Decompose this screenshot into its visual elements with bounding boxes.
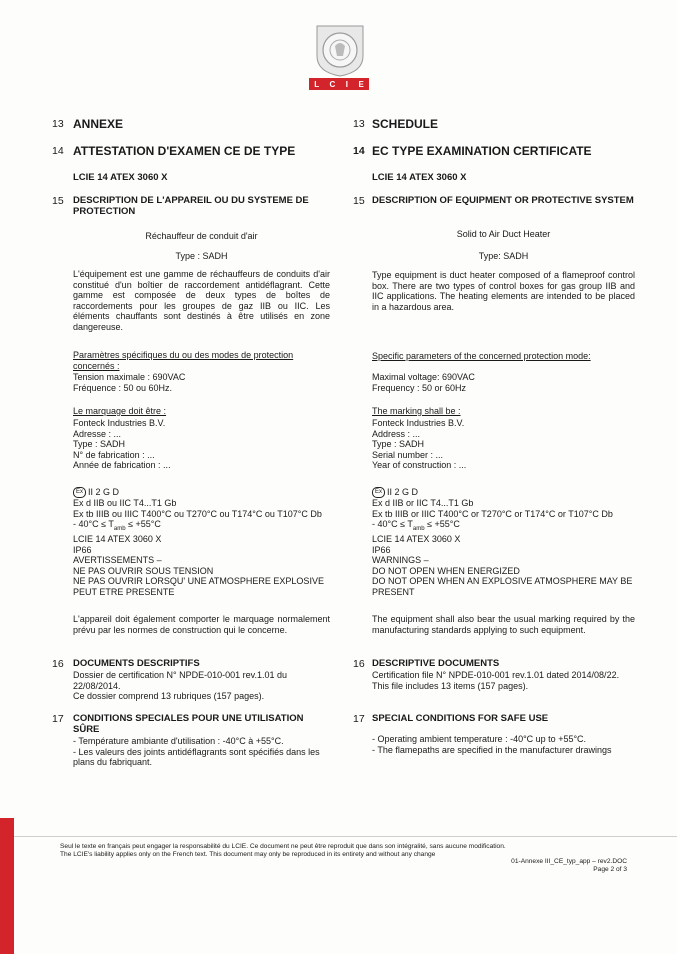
documents-line: Certification file N° NPDE-010-001 rev.1.01 dated 2014/08/22. — [372, 670, 620, 680]
params-heading: Paramètres spécifiques du ou des modes de protection concernés : — [73, 350, 294, 371]
ex-line: NE PAS OUVRIR SOUS TENSION — [73, 565, 214, 576]
equipment-name: Réchauffeur de conduit d'air — [145, 231, 258, 241]
section-number: 17 — [52, 713, 64, 725]
marking-line: N° de fabrication : ... — [73, 449, 155, 460]
marking-line: Fonteck Industries B.V. — [372, 418, 465, 428]
marking-line: Address : ... — [372, 428, 421, 439]
param-line: Fréquence : 50 ou 60Hz. — [73, 382, 173, 393]
schedule-heading: SCHEDULE — [372, 117, 439, 131]
ex-line: Ex tb IIIB ou IIIC T400°C ou T270°C ou T174°C ou T107°C Db — [73, 508, 322, 519]
page-number: Page 2 of 3 — [593, 866, 627, 873]
params-heading: Specific parameters of the concerned protection mode: — [372, 351, 591, 361]
section-number: 13 — [353, 118, 365, 130]
lcie-logo-bar — [309, 78, 369, 90]
lcie-letter: E — [358, 79, 364, 89]
ex-line: IP66 — [73, 544, 92, 555]
ex-line: AVERTISSEMENTS – — [73, 555, 162, 566]
additional-marking-text: The equipment shall also bear the usual marking required by the manufacturing standards applying to such equipment. — [372, 614, 635, 635]
description-heading: DESCRIPTION DE L'APPAREIL OU DU SYSTEME DE PROTECTION — [73, 195, 309, 217]
ex-group: II 2 G D — [387, 487, 419, 497]
ex-line: DO NOT OPEN WHEN ENERGIZED — [372, 565, 520, 576]
cert-number: LCIE 14 ATEX 3060 X — [372, 172, 467, 183]
documents-line: This file includes 13 items (157 pages). — [372, 680, 529, 691]
section-number: 14 — [52, 145, 64, 157]
ex-line: Ex tb IIIB or IIIC T400°C or T270°C or T174°C or T107°C Db — [372, 508, 613, 519]
ex-line: LCIE 14 ATEX 3060 X — [73, 534, 162, 545]
ex-line: LCIE 14 ATEX 3060 X — [372, 534, 461, 545]
description-text: Type equipment is duct heater composed of a flameproof control box. There are two types of control boxes for gas group IIB and IIC applications. The heating elements are intended to be placed in a hazardous area. — [372, 270, 635, 312]
section-number: 16 — [52, 658, 64, 670]
equipment-name: Solid to Air Duct Heater — [456, 229, 551, 239]
param-line: Tension maximale : 690VAC — [73, 372, 186, 382]
certificate-heading: EC TYPE EXAMINATION CERTIFICATE — [372, 144, 592, 158]
marking-heading: The marking shall be : — [372, 406, 461, 416]
section-number: 14 — [353, 145, 365, 157]
ex-line: WARNINGS – — [372, 555, 429, 566]
attestation-heading: ATTESTATION D'EXAMEN CE DE TYPE — [73, 144, 296, 158]
ex-line: Ex d IIB or IIC T4...T1 Gb — [372, 498, 474, 509]
temp-range-start: - 40°C ≤ T — [372, 519, 413, 530]
conditions-line: - Operating ambient temperature : -40°C up to +55°C. — [372, 734, 587, 744]
marking-line: Serial number : ... — [372, 449, 444, 460]
marking-heading: Le marquage doit être : — [73, 406, 167, 416]
cert-number: LCIE 14 ATEX 3060 X — [73, 172, 168, 183]
temp-range-end: ≤ +55°C — [125, 519, 161, 530]
temp-range — [372, 519, 635, 534]
temp-sub: amb — [412, 525, 425, 532]
documents-line: Ce dossier comprend 13 rubriques (157 pages). — [73, 691, 265, 701]
documents-line: Dossier de certification N° NPDE-010-001 rev.1.01 du 22/08/2014. — [73, 670, 288, 691]
lcie-letter: I — [345, 79, 348, 89]
param-line: Maximal voltage: 690VAC — [372, 372, 475, 382]
lcie-letter: C — [329, 79, 336, 89]
section-number: 15 — [353, 195, 365, 207]
description-text: L'équipement est une gamme de réchauffeurs de conduits d'air constitué d'un boîtier de raccordement antidéflagrant. Cette gamme est composée de deux types de boîtes de raccordements pour les groupes de gaz IIB ou IIC. Les éléments chauffants sont destinés à être utilisés en zone dangereuse. — [73, 269, 330, 332]
footer-filename: 01-Annexe III_CE_typ_app – rev2.DOC — [511, 858, 627, 865]
param-line: Frequency : 50 or 60Hz — [372, 382, 467, 393]
ex-line: NE PAS OUVRIR LORSQU' UNE ATMOSPHERE EXPLOSIVE PEUT ETRE PRESENTE — [73, 576, 324, 597]
section-number: 13 — [52, 118, 64, 130]
section-number: 15 — [52, 195, 64, 207]
annexe-heading: ANNEXE — [73, 117, 124, 131]
conditions-heading: CONDITIONS SPECIALES POUR UNE UTILISATION SÛRE — [73, 713, 304, 735]
ex-hexagon-icon: Ex — [73, 487, 86, 498]
marking-line: Fonteck Industries B.V. — [73, 418, 166, 428]
marking-line: Year of construction : ... — [372, 460, 467, 470]
additional-marking-text: L'appareil doit également comporter le marquage normalement prévu par les normes de construction qui le concerne. — [73, 614, 330, 635]
lcie-letter: L — [314, 79, 320, 89]
temp-range — [73, 519, 330, 534]
conditions-heading: SPECIAL CONDITIONS FOR SAFE USE — [372, 713, 549, 724]
footer-divider — [14, 836, 677, 837]
ex-group: II 2 G D — [88, 487, 120, 497]
ex-line: Ex d IIB ou IIC T4...T1 Gb — [73, 498, 177, 509]
marking-line: Type : SADH — [73, 439, 126, 449]
conditions-line: - Les valeurs des joints antidéflagrants sont spécifiés dans les plans du fabriquant. — [73, 746, 320, 767]
ex-line: DO NOT OPEN WHEN AN EXPLOSIVE ATMOSPHERE MAY BE PRESENT — [372, 576, 633, 597]
temp-range-start: - 40°C ≤ T — [73, 519, 114, 530]
footer-disclaimer-fr: Seul le texte en français peut engager la responsabilité du LCIE. Ce document ne peut être reproduit que dans son intégralité, sans aucune modification. — [60, 843, 506, 850]
marking-line: Type : SADH — [372, 439, 425, 449]
marking-line: Année de fabrication : ... — [73, 460, 171, 470]
description-heading: DESCRIPTION OF EQUIPMENT OR PROTECTIVE SYSTEM — [372, 195, 634, 206]
footer-disclaimer-en: The LCIE's liability applies only on the French text. This document may only be reproduced in its entirety and without any change — [60, 851, 436, 858]
conditions-line: - Température ambiante d'utilisation : -40°C à +55°C. — [73, 736, 284, 746]
equipment-type: Type : SADH — [175, 251, 228, 261]
marking-line: Adresse : ... — [73, 428, 122, 439]
temp-range-end: ≤ +55°C — [424, 519, 460, 530]
ex-line: IP66 — [372, 544, 391, 555]
bureau-veritas-seal — [313, 22, 367, 78]
equipment-type: Type: SADH — [478, 251, 529, 261]
ex-hexagon-icon: Ex — [372, 487, 385, 498]
documents-heading: DOCUMENTS DESCRIPTIFS — [73, 658, 200, 669]
section-number: 16 — [353, 658, 365, 670]
section-number: 17 — [353, 713, 365, 725]
conditions-line: - The flamepaths are specified in the manufacturer drawings — [372, 744, 612, 755]
red-edge-bar — [0, 818, 14, 954]
temp-sub: amb — [113, 525, 126, 532]
documents-heading: DESCRIPTIVE DOCUMENTS — [372, 658, 500, 669]
